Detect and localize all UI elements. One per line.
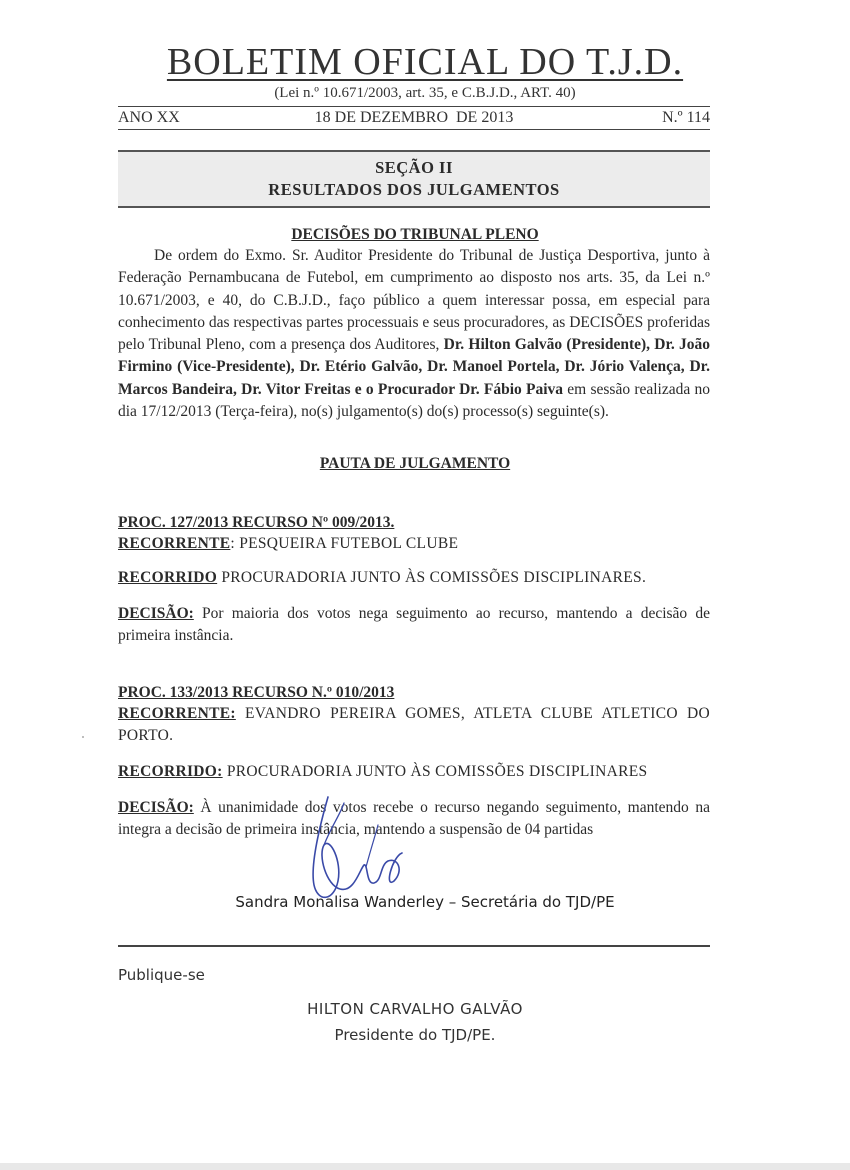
issue-number: N.º 114 xyxy=(662,109,710,126)
decisao-label: DECISÃO: xyxy=(118,605,194,622)
recorrido-label: RECORRIDO: xyxy=(118,763,223,780)
case-2-recorrente xyxy=(118,703,710,747)
decisao-label: DECISÃO: xyxy=(118,799,194,816)
recorrente-value: EVANDRO PEREIRA GOMES, ATLETA CLUBE ATLETICO DO PORTO. xyxy=(118,705,710,744)
recorrente-value: PESQUEIRA FUTEBOL CLUBE xyxy=(239,535,459,552)
bulletin-title: BOLETIM OFICIAL DO T.J.D. xyxy=(166,41,684,83)
decisions-heading: DECISÕES DO TRIBUNAL PLENO xyxy=(291,226,539,243)
recorrente-label: RECORRENTE xyxy=(118,535,231,552)
intro-paragraph xyxy=(118,245,710,423)
section-banner xyxy=(118,150,710,208)
issue-year: ANO XX xyxy=(118,109,180,126)
recorrente-label: RECORRENTE: xyxy=(118,705,236,722)
decisao-text: À unanimidade dos votos recebe o recurso negando seguimento, mantendo na integra a decisão de primeira instância, mantendo a suspensão de 04 partidas xyxy=(118,799,710,838)
intro-text: De ordem do Exmo. Sr. Auditor Presidente do Tribunal de Justiça Desportiva, junto à Federação Pernambucana de Futebol, em cumprimento ao disposto nos arts. 35, da Lei n.º 10.671/2003, e 40, do C.B.J.D., faço público a quem interessar possa, em especial para conhecimento das respectivas partes processuais e seus procuradores, as DECISÕES proferidas pelo Tribunal Pleno, com a presença dos Auditores, xyxy=(118,247,710,354)
issue-info-bar xyxy=(118,106,710,130)
case-1-proc: PROC. 127/2013 RECURSO Nº 009/2013. xyxy=(118,514,395,531)
recorrido-value: PROCURADORIA JUNTO ÀS COMISSÕES DISCIPLINARES xyxy=(226,763,648,780)
president-name: HILTON CARVALHO GALVÃO xyxy=(307,1000,523,1018)
president-title: Presidente do TJD/PE. xyxy=(334,1026,496,1044)
issue-date: 18 DE DEZEMBRO DE 2013 xyxy=(314,109,514,126)
secretary-signature-line: Sandra Monalisa Wanderley – Secretária do TJD/PE xyxy=(235,893,615,911)
scan-edge xyxy=(0,1163,850,1170)
scan-speck xyxy=(82,736,84,738)
case-1-recorrido xyxy=(118,567,710,589)
case-1-recorrente: RECORRENTE: PESQUEIRA FUTEBOL CLUBE xyxy=(118,535,459,552)
section-number: SEÇÃO II xyxy=(375,158,453,177)
decisao-text: Por maioria dos votos nega seguimento ao recurso, mantendo a decisão de primeira instância. xyxy=(118,605,710,644)
section-title: RESULTADOS DOS JULGAMENTOS xyxy=(268,180,560,199)
auditors-list: Dr. Hilton Galvão (Presidente), Dr. João Firmino (Vice-Presidente), Dr. Etério Galvão, Dr. Manoel Portela, Dr. Jório Valença, Dr. Marcos Bandeira, Dr. Vitor Freitas e o Procurador Dr. Fábio Paiva xyxy=(118,336,711,398)
agenda-heading: PAUTA DE JULGAMENTO xyxy=(319,455,511,472)
case-1-decisao xyxy=(118,603,710,647)
recorrido-label: RECORRIDO xyxy=(118,569,218,586)
case-2-recorrido xyxy=(118,761,710,783)
divider xyxy=(118,945,710,947)
case-2-proc: PROC. 133/2013 RECURSO N.º 010/2013 xyxy=(118,684,395,701)
publish-notice: Publique-se xyxy=(118,966,205,984)
recorrido-value: PROCURADORIA JUNTO ÀS COMISSÕES DISCIPLINARES. xyxy=(221,569,647,586)
intro-text-end: em sessão realizada no dia 17/12/2013 (Terça-feira), no(s) julgamento(s) do(s) processo(s) seguinte(s). xyxy=(118,380,710,421)
law-reference: (Lei n.º 10.671/2003, art. 35, e C.B.J.D., ART. 40) xyxy=(274,85,576,101)
